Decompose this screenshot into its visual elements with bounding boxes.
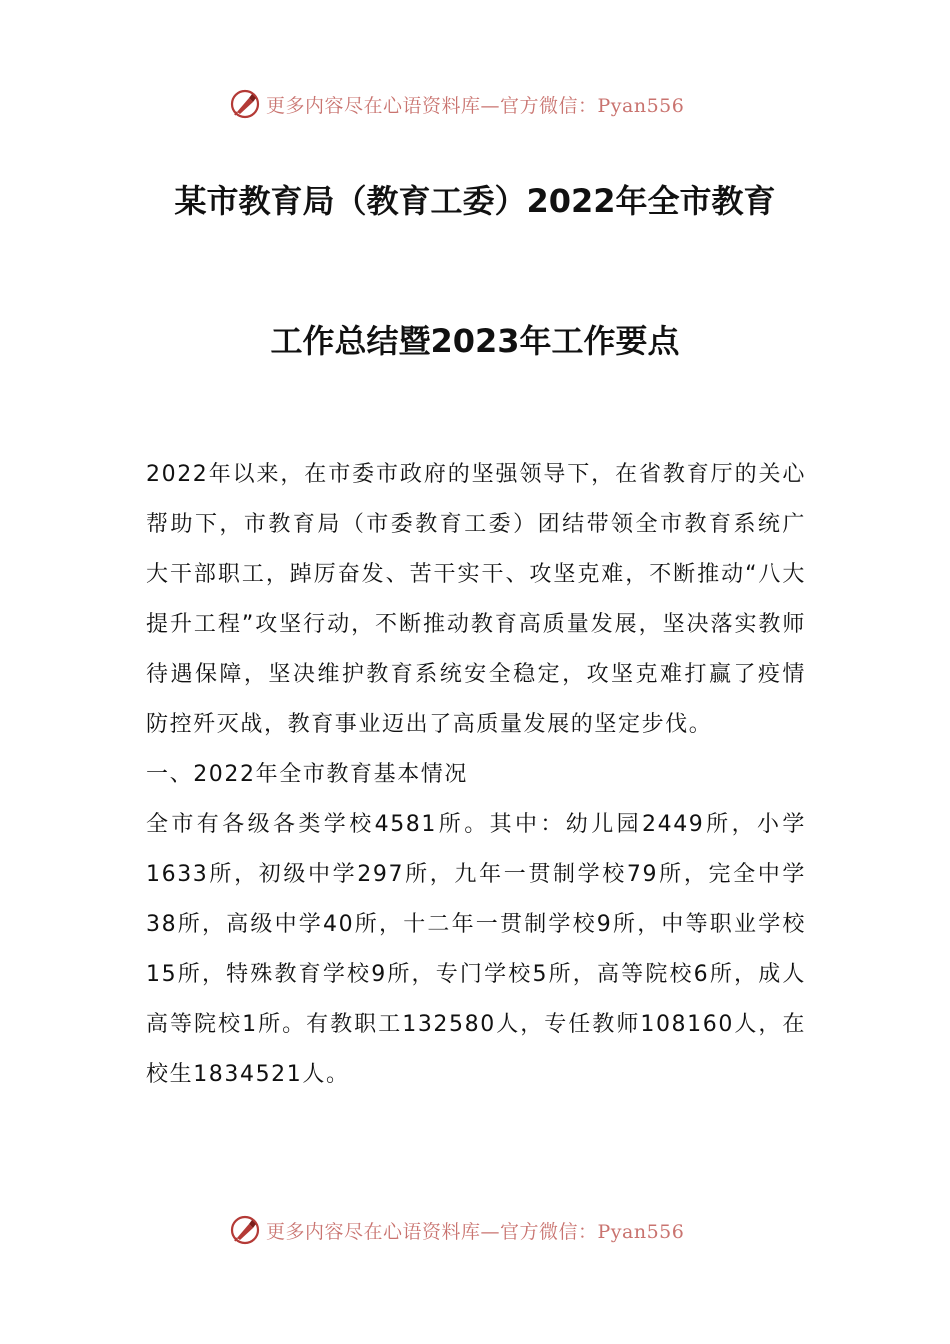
stats-paragraph: 全市有各级各类学校4581所。其中：幼儿园2449所，小学1633所，初级中学297所，九年一贯制学校79所，完全中学38所，高级中学40所，十二年一贯制学校9所，中等职业学校15所，特殊教育学校9所，专门学校5所，高等院校6所，成人高等院校1所。有教职工132580人，专任教师108160人，在校生1834521人。 xyxy=(146,812,806,1087)
document-body xyxy=(146,450,806,1100)
document-title-line-2: 工作总结暨2023年工作要点 xyxy=(270,322,680,360)
document-title-line-1: 某市教育局（教育工委）2022年全市教育 xyxy=(174,182,776,220)
intro-paragraph: 2022年以来，在市委市政府的坚强领导下，在省教育厅的关心帮助下，市教育局（市委教育工委）团结带领全市教育系统广大干部职工，踔厉奋发、苦干实干、攻坚克难，不断推动“八大提升工程”攻坚行动，不断推动教育高质量发展，坚决落实教师待遇保障，坚决维护教育系统安全稳定，攻坚克难打赢了疫情防控歼灭战，教育事业迈出了高质量发展的坚定步伐。 xyxy=(146,462,806,737)
watermark-banner-bottom xyxy=(228,1210,684,1250)
watermark-text: 更多内容尽在心语资料库—官方微信：Pyan556 xyxy=(266,94,685,117)
pen-nib-logo-icon xyxy=(228,1213,262,1247)
pen-nib-logo-icon xyxy=(228,87,262,121)
section-heading-1: 一、2022年全市教育基本情况 xyxy=(146,762,468,787)
watermark-text: 更多内容尽在心语资料库—官方微信：Pyan556 xyxy=(266,1220,685,1243)
watermark-banner-top xyxy=(228,84,684,124)
